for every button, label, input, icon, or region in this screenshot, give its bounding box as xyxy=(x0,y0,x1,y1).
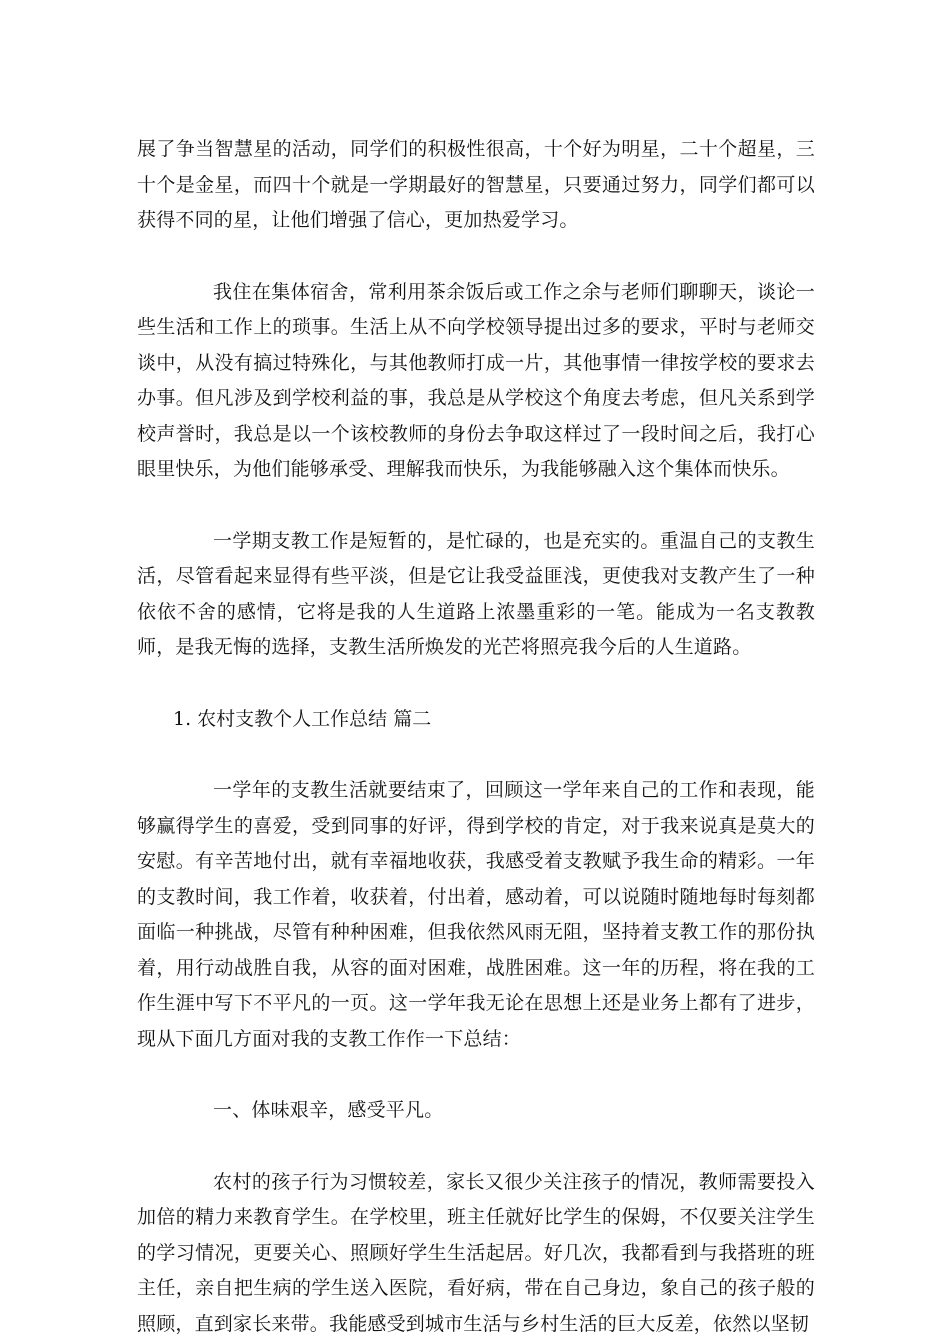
section-heading: 1. 农村支教个人工作总结 篇二 xyxy=(173,707,432,730)
subheading-hardship: 一、体味艰辛，感受平凡。 xyxy=(213,1099,444,1121)
paragraph-star-activity: 展了争当智慧星的活动，同学们的积极性很高，十个好为明星，二十个超星，三十个是金星，而四十个就是一学期最好的智慧星，只要通过努力，同学们都可以获得不同的星，让他们增强了信心，更加热爱学习。 xyxy=(137,138,815,231)
paragraph-dormitory-life: 我住在集体宿舍，常利用茶余饭后或工作之余与老师们聊聊天，谈论一些生活和工作上的琐事。生活上从不向学校领导提出过多的要求，平时与老师交谈中，从没有搞过特殊化，与其他教师打成一片，其他事情一律按学校的要求去办事。但凡涉及到学校利益的事，我总是从学校这个角度去考虑，但凡关系到学校声誉时，我总是以一个该校教师的身份去争取这样过了一段时间之后，我打心眼里快乐，为他们能够承受、理解我而快乐，为我能够融入这个集体而快乐。 xyxy=(137,280,815,480)
paragraph-semester-summary: 一学期支教工作是短暂的，是忙碌的，也是充实的。重温自己的支教生活，尽管看起来显得有些平淡，但是它让我受益匪浅，更使我对支教产生了一种依依不舍的感情，它将是我的人生道路上浓墨重彩的一笔。能成为一名支教教师，是我无悔的选择，支教生活所焕发的光芒将照亮我今后的人生道路。 xyxy=(137,529,815,658)
document-body xyxy=(137,132,815,1342)
paragraph-rural-children: 农村的孩子行为习惯较差，家长又很少关注孩子的情况，教师需要投入加倍的精力来教育学生。在学校里，班主任就好比学生的保姆，不仅要关注学生的学习情况，更要关心、照顾好学生生活起居。好几次，我都看到与我搭班的班主任，亲自把生病的学生送入医院，看好病，带在自己身边，象自己的孩子般的照顾，直到家长来带。我能感受到城市生活与乡村生活的巨大反差，依然以坚韧 xyxy=(137,1170,815,1335)
paragraph-year-review: 一学年的支教生活就要结束了，回顾这一学年来自己的工作和表现，能够赢得学生的喜爱，受到同事的好评，得到学校的肯定，对于我来说真是莫大的安慰。有辛苦地付出，就有幸福地收获，我感受着支教赋予我生命的精彩。一年的支教时间，我工作着，收获着，付出着，感动着，可以说随时随地每时每刻都面临一种挑战，尽管有种种困难，但我依然风雨无阻，坚持着支教工作的那份执着，用行动战胜自我，从容的面对困难，战胜困难。这一年的历程，将在我的工作生涯中写下不平凡的一页。这一学年我无论在思想上还是业务上都有了进步，现从下面几方面对我的支教工作作一下总结： xyxy=(137,779,815,1050)
